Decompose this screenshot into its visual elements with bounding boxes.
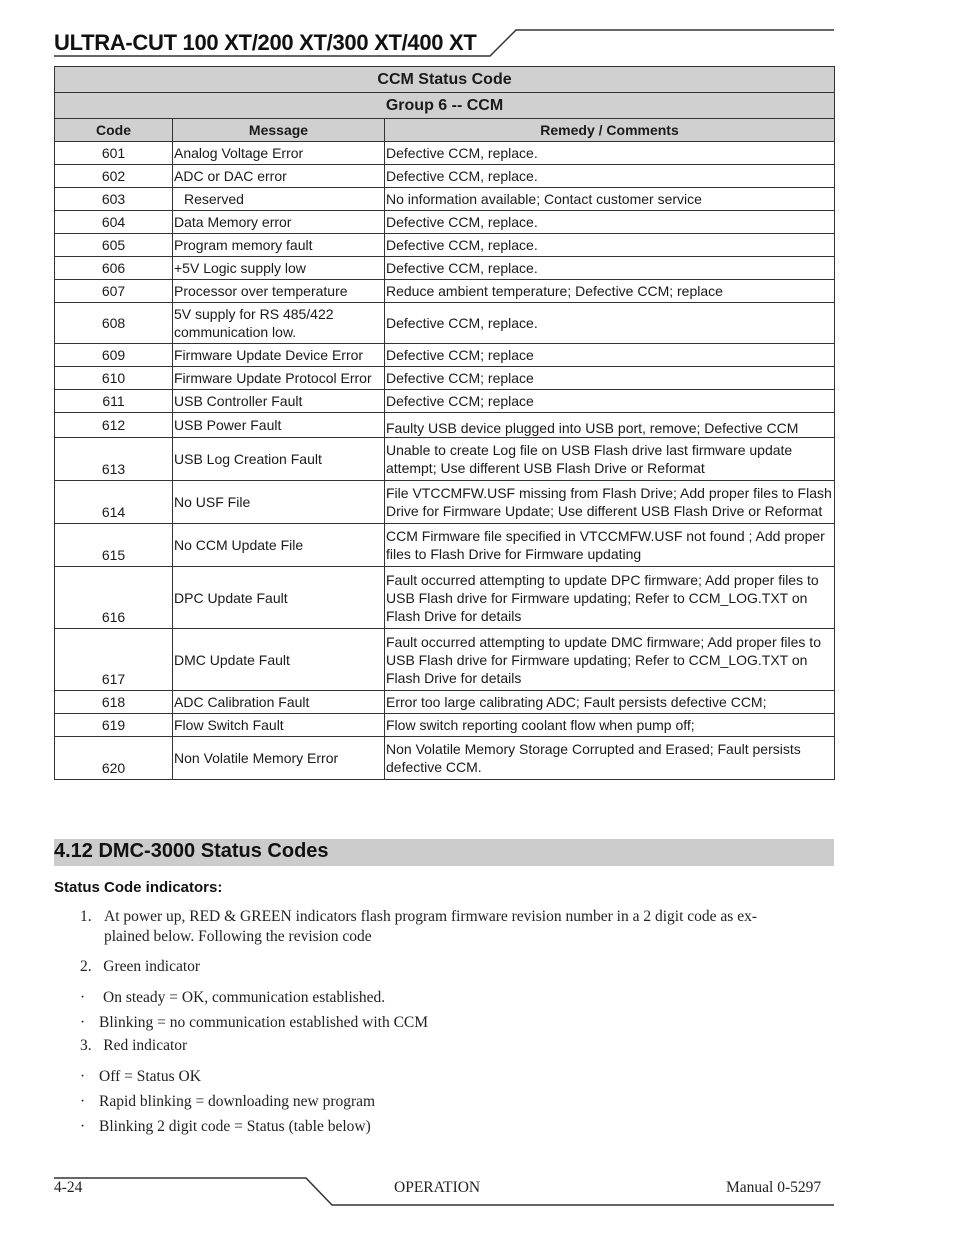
row-remedy: Defective CCM, replace. (385, 257, 835, 280)
red-bullet-1: Off = Status OK (99, 1068, 201, 1085)
row-remedy: Non Volatile Memory Storage Corrupted and Erased; Fault persists defective CCM. (385, 737, 835, 780)
table-row (55, 413, 835, 438)
table-row (55, 367, 835, 390)
table-row (55, 344, 835, 367)
section-title: 4.12 DMC-3000 Status Codes (54, 840, 329, 862)
table-row (55, 481, 835, 524)
row-code: 601 (55, 142, 173, 165)
row-remedy: File VTCCMFW.USF missing from Flash Drive; Add proper files to Flash Drive for Firmware Update; Use different USB Flash Drive or Reformat (385, 481, 835, 524)
green-bullet-1: On steady = OK, communication established. (103, 989, 386, 1006)
row-message: ADC Calibration Fault (173, 691, 385, 714)
row-remedy: Unable to create Log file on USB Flash drive last firmware update attempt; Use different USB Flash Drive or Reformat (385, 438, 835, 481)
item-1-text-line2: plained below. Following the revision code (104, 928, 372, 945)
row-message: Program memory fault (173, 234, 385, 257)
table-row (55, 188, 835, 211)
row-code: 603 (55, 188, 173, 211)
row-remedy: No information available; Contact customer service (385, 188, 835, 211)
row-code: 616 (55, 567, 173, 629)
bullet-dot: · (80, 1093, 86, 1110)
green-bullet-2: Blinking = no communication established with CCM (99, 1014, 429, 1031)
table-row (55, 629, 835, 691)
red-bullet-3: Blinking 2 digit code = Status (table below) (99, 1118, 371, 1135)
column-header-code: Code (55, 119, 173, 142)
table-row (55, 280, 835, 303)
table-row (55, 211, 835, 234)
row-code: 602 (55, 165, 173, 188)
row-code: 610 (55, 367, 173, 390)
row-message: 5V supply for RS 485/422 communication low. (173, 303, 385, 344)
table-row (55, 438, 835, 481)
footer-section: OPERATION (394, 1179, 481, 1196)
row-message: Reserved (173, 188, 385, 211)
row-message: No CCM Update File (173, 524, 385, 567)
table-group: Group 6 -- CCM (55, 93, 835, 119)
status-code-indicators-heading: Status Code indicators: (54, 879, 223, 896)
row-code: 620 (55, 737, 173, 780)
row-remedy: Fault occurred attempting to update DPC firmware; Add proper files to USB Flash drive for Firmware updating; Refer to CCM_LOG.TXT on Flash Drive for details (385, 567, 835, 629)
row-remedy: Flow switch reporting coolant flow when pump off; (385, 714, 835, 737)
row-message: Firmware Update Protocol Error (173, 367, 385, 390)
ccm-status-table (54, 66, 835, 780)
row-code: 613 (55, 438, 173, 481)
footer-manual: Manual 0-5297 (726, 1179, 822, 1196)
row-message: Non Volatile Memory Error (173, 737, 385, 780)
table-row (55, 234, 835, 257)
bullet-dot: · (80, 1068, 86, 1085)
row-message: DPC Update Fault (173, 567, 385, 629)
row-remedy: Reduce ambient temperature; Defective CCM; replace (385, 280, 835, 303)
table-row (55, 303, 835, 344)
row-remedy: Defective CCM, replace. (385, 142, 835, 165)
row-code: 612 (55, 413, 173, 438)
table-row (55, 714, 835, 737)
row-remedy: Error too large calibrating ADC; Fault persists defective CCM; (385, 691, 835, 714)
table-caption: CCM Status Code (55, 67, 835, 93)
row-code: 605 (55, 234, 173, 257)
row-message: No USF File (173, 481, 385, 524)
row-remedy: Defective CCM, replace. (385, 303, 835, 344)
table-row (55, 691, 835, 714)
row-remedy: Defective CCM, replace. (385, 234, 835, 257)
row-remedy: Defective CCM; replace (385, 390, 835, 413)
row-message: Flow Switch Fault (173, 714, 385, 737)
row-message: USB Power Fault (173, 413, 385, 438)
row-code: 606 (55, 257, 173, 280)
row-message: ADC or DAC error (173, 165, 385, 188)
row-code: 615 (55, 524, 173, 567)
table-row (55, 737, 835, 780)
bullet-dot: · (80, 989, 86, 1006)
column-header-message: Message (173, 119, 385, 142)
row-message: USB Controller Fault (173, 390, 385, 413)
row-code: 611 (55, 390, 173, 413)
table-row (55, 390, 835, 413)
item-3-red-indicator: 3. Red indicator (80, 1037, 188, 1054)
row-message: +5V Logic supply low (173, 257, 385, 280)
row-code: 608 (55, 303, 173, 344)
row-code: 619 (55, 714, 173, 737)
row-message: Processor over temperature (173, 280, 385, 303)
bullet-dot: · (80, 1118, 86, 1135)
row-remedy: Defective CCM; replace (385, 367, 835, 390)
row-code: 609 (55, 344, 173, 367)
row-remedy: Defective CCM, replace. (385, 211, 835, 234)
item-1-number: 1. (80, 908, 92, 925)
row-message: Firmware Update Device Error (173, 344, 385, 367)
red-bullet-2: Rapid blinking = downloading new program (99, 1093, 376, 1110)
row-message: Data Memory error (173, 211, 385, 234)
page-number: 4-24 (54, 1179, 83, 1196)
item-2-green-indicator: 2. Green indicator (80, 958, 201, 975)
row-remedy: Defective CCM, replace. (385, 165, 835, 188)
column-header-remedy: Remedy / Comments (385, 119, 835, 142)
section-heading-bar (54, 839, 834, 866)
row-message: USB Log Creation Fault (173, 438, 385, 481)
table-row (55, 567, 835, 629)
row-remedy: Defective CCM; replace (385, 344, 835, 367)
bullet-dot: · (80, 1014, 86, 1031)
row-code: 618 (55, 691, 173, 714)
table-row (55, 524, 835, 567)
row-remedy: CCM Firmware file specified in VTCCMFW.USF not found ; Add proper files to Flash Drive for Firmware updating (385, 524, 835, 567)
row-message: Analog Voltage Error (173, 142, 385, 165)
row-code: 604 (55, 211, 173, 234)
item-1-text-line1: At power up, RED & GREEN indicators flash program firmware revision number in a 2 digit code as ex- (104, 908, 757, 925)
row-code: 617 (55, 629, 173, 691)
row-remedy: Faulty USB device plugged into USB port, remove; Defective CCM (385, 413, 835, 438)
row-code: 607 (55, 280, 173, 303)
row-code: 614 (55, 481, 173, 524)
row-message: DMC Update Fault (173, 629, 385, 691)
table-row (55, 257, 835, 280)
row-remedy: Fault occurred attempting to update DMC firmware; Add proper files to USB Flash drive for Firmware updating; Refer to CCM_LOG.TXT on Flash Drive for details (385, 629, 835, 691)
table-row (55, 165, 835, 188)
table-row (55, 142, 835, 165)
document-title: ULTRA-CUT 100 XT/200 XT/300 XT/400 XT (54, 30, 477, 55)
